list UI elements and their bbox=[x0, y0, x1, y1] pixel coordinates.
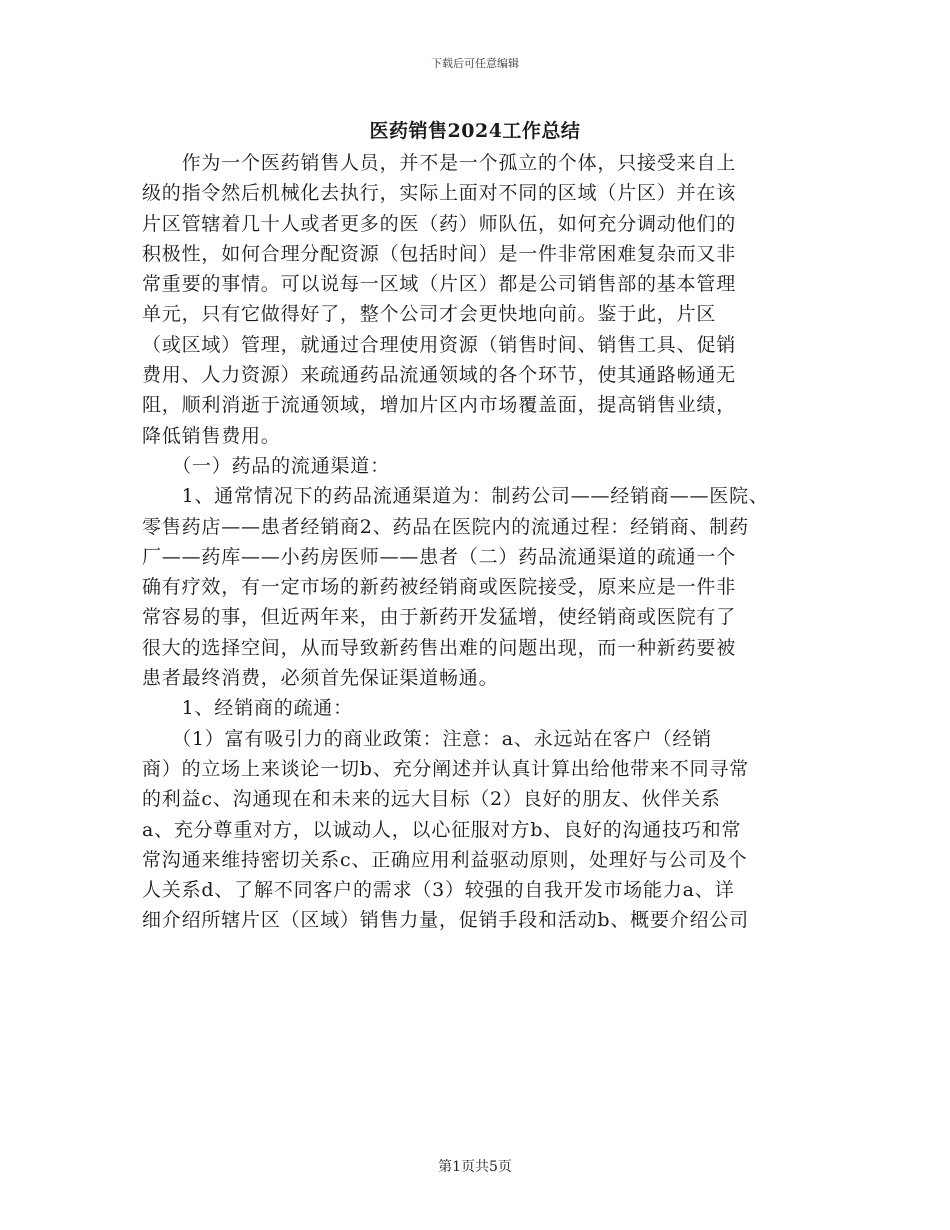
body-text-line: 级的指令然后机械化去执行，实际上面对不同的区域（片区）并在该 bbox=[142, 182, 737, 205]
body-text-line: 阻，顺利消逝于流通领域，增加片区内市场覆盖面，提高销售业绩， bbox=[142, 394, 737, 417]
body-text-line: 常重要的事情。可以说每一区域（片区）都是公司销售部的基本管理 bbox=[142, 273, 737, 296]
body-text-line: a、充分尊重对方，以诚动人，以心征服对方b、良好的沟通技巧和常 bbox=[142, 818, 742, 841]
body-text-line: 商）的立场上来谈论一切b、充分阐述并认真计算出给他带来不同寻常 bbox=[142, 757, 749, 780]
body-text-line: 积极性，如何合理分配资源（包括时间）是一件非常困难复杂而又非 bbox=[142, 242, 737, 265]
body-text-line: 费用、人力资源）来疏通药品流通领域的各个环节，使其通路畅通无 bbox=[142, 364, 737, 387]
body-text-line: 片区管辖着几十人或者更多的医（药）师队伍，如何充分调动他们的 bbox=[142, 212, 737, 235]
document-body bbox=[142, 148, 810, 936]
body-text-line: 单元，只有它做得好了，整个公司才会更快地向前。鉴于此，片区 bbox=[142, 303, 717, 326]
body-text-line: 1、通常情况下的药品流通渠道为：制药公司——经销商——医院、 bbox=[142, 485, 769, 508]
body-text-line: 常沟通来维持密切关系c、正确应用利益驱动原则，处理好与公司及个 bbox=[142, 848, 748, 871]
body-text-line: 零售药店——患者经销商2、药品在医院内的流通过程：经销商、制药 bbox=[142, 515, 749, 538]
body-text-line: 很大的选择空间，从而导致新药售出难的问题出现，而一种新药要被 bbox=[142, 636, 737, 659]
body-text-line: （或区域）管理，就通过合理使用资源（销售时间、销售工具、促销 bbox=[142, 333, 737, 356]
body-text-line: 作为一个医药销售人员，并不是一个孤立的个体，只接受来自上 bbox=[142, 152, 737, 174]
body-text-line: 确有疗效，有一定市场的新药被经销商或医院接受，原来应是一件非 bbox=[142, 576, 737, 599]
page-footer: 第1页共5页 bbox=[438, 1159, 512, 1175]
body-text-line: （1）富有吸引力的商业政策：注意：a、永远站在客户（经销 bbox=[142, 727, 712, 750]
document-title: 医药销售2024工作总结 bbox=[369, 120, 581, 142]
body-text-line: 降低销售费用。 bbox=[142, 424, 281, 447]
body-text-line: 1、经销商的疏通： bbox=[142, 697, 353, 720]
body-text-line: 常容易的事，但近两年来，由于新药开发猛增，使经销商或医院有了 bbox=[142, 606, 737, 629]
body-text-line: 细介绍所辖片区（区域）销售力量，促销手段和活动b、概要介绍公司 bbox=[142, 909, 749, 932]
body-text-line: 人关系d、了解不同客户的需求（3）较强的自我开发市场能力a、详 bbox=[142, 879, 735, 902]
body-text-line: （一）药品的流通渠道： bbox=[142, 454, 390, 477]
page-header-note: 下载后可任意编辑 bbox=[431, 57, 519, 70]
body-text-line: 患者最终消费，必须首先保证渠道畅通。 bbox=[142, 667, 499, 690]
body-text-line: 的利益c、沟通现在和未来的远大目标（2）良好的朋友、伙伴关系 bbox=[142, 788, 721, 811]
body-text-line: 厂——药库——小药房医师——患者（二）药品流通渠道的疏通一个 bbox=[142, 545, 737, 568]
